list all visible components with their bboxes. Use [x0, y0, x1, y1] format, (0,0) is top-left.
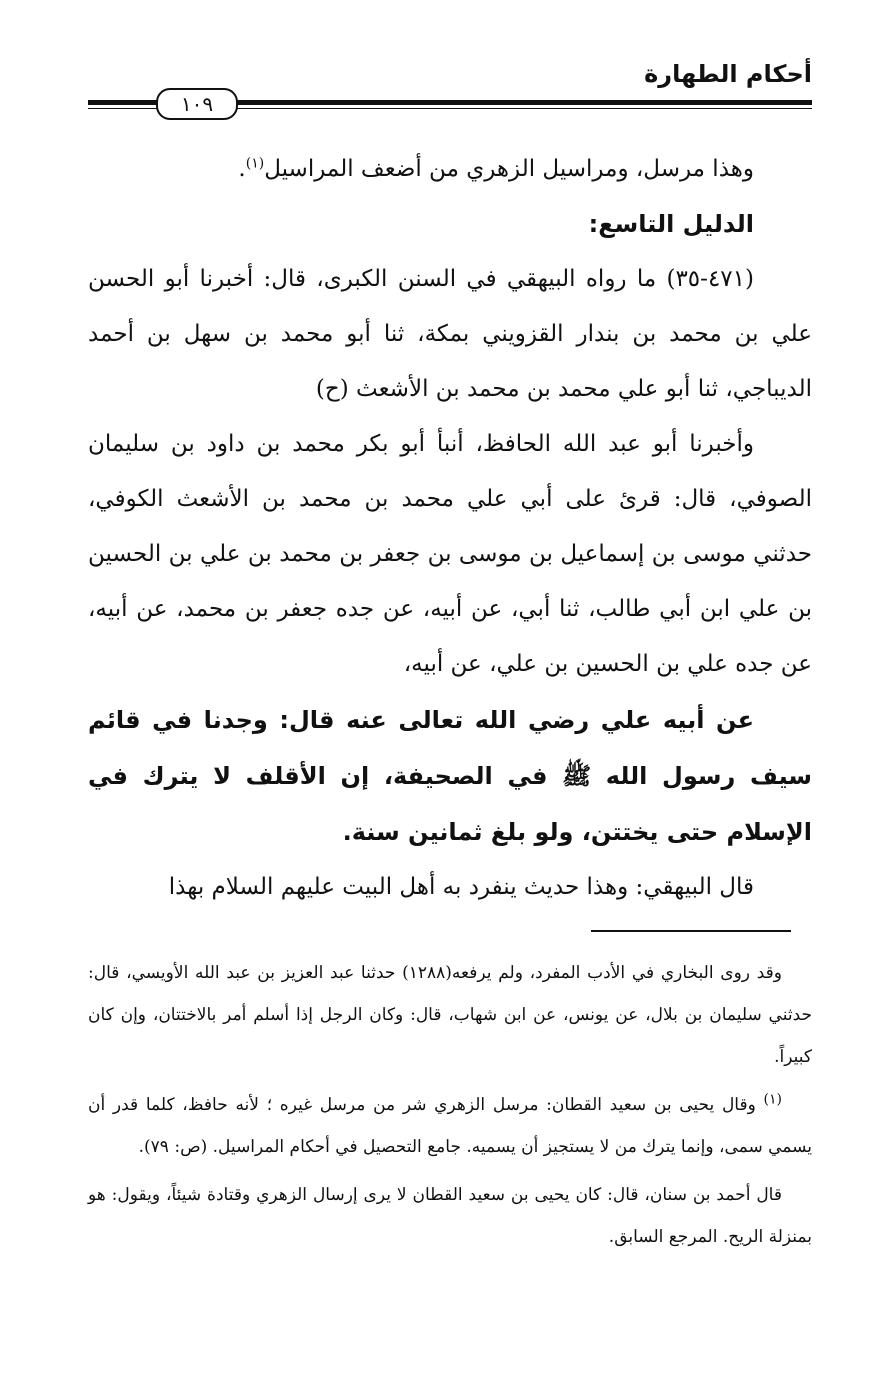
paragraph-2: (٤٧١-٣٥) ما رواه البيهقي في السنن الكبرى، قال: أخبرنا أبو الحسن علي بن محمد بن بندار القزويني بمكة، ثنا أبو محمد بن سهل بن أحمد الديباجي، ثنا أبو علي محمد بن محمد بن الأشعث (ح): [88, 266, 812, 402]
footnote-2: [88, 1084, 812, 1168]
footnote-3: قال أحمد بن سنان، قال: كان يحيى بن سعيد القطان لا يرى إرسال الزهري وقتادة شيئاً، ويقول: هو بمنزلة الريح. المرجع السابق.: [88, 1185, 812, 1247]
paragraph-1-end: .: [238, 156, 246, 182]
footnote-ref: (١): [245, 155, 265, 172]
paragraph-1-text: وهذا مرسل، ومراسيل الزهري من أضعف المراسيل: [264, 156, 754, 182]
footnote-1: وقد روى البخاري في الأدب المفرد، ولم يرفعه(١٢٨٨) حدثنا عبد العزيز بن عبد الله الأويسي، قال: حدثني سليمان بن بلال، عن يونس، عن ابن شهاب، قال: وكان الرجل إذا أسلم أمر بالاختتان، وإن كان كبيراً.: [88, 963, 812, 1067]
page-number: ١٠٩: [156, 88, 238, 120]
page-header: [88, 60, 812, 120]
main-text: [88, 142, 812, 915]
footnote-divider: [591, 930, 791, 932]
hadith-text: عن أبيه علي رضي الله تعالى عنه قال: وجدنا في قائم سيف رسول الله ﷺ في الصحيفة، إن الأقلف لا يترك في الإسلام حتى يختتن، ولو بلغ ثمانين سنة.: [88, 706, 812, 846]
paragraph-5: قال البيهقي: وهذا حديث ينفرد به أهل البيت عليهم السلام بهذا: [168, 874, 754, 900]
book-title: أحكام الطهارة: [644, 60, 812, 88]
footnote-2-ref: (١): [763, 1091, 782, 1108]
footnote-2-text: وقال يحيى بن سعيد القطان: مرسل الزهري شر من مرسل غيره ؛ لأنه حافظ، كلما قدر أن يسمي سمى، وإنما يترك من لا يستجيز أن يسميه. جامع التحصيل في أحكام المراسيل. (ص: ٧٩).: [88, 1095, 812, 1157]
paragraph-3: وأخبرنا أبو عبد الله الحافظ، أنبأ أبو بكر محمد بن داود بن سليمان الصوفي، قال: قرئ على أبي علي محمد بن محمد بن الأشعث الكوفي، حدثني موسى بن إسماعيل بن موسى بن جعفر بن محمد بن علي بن الحسين بن علي ابن أبي طالب، ثنا أبي، عن أبيه، عن جده جعفر بن محمد، عن أبيه، عن جده علي بن الحسين بن علي، عن أبيه،: [88, 431, 812, 677]
footnotes: [88, 952, 812, 1258]
paragraph-1: [88, 142, 812, 197]
section-heading: الدليل التاسع:: [588, 210, 754, 238]
